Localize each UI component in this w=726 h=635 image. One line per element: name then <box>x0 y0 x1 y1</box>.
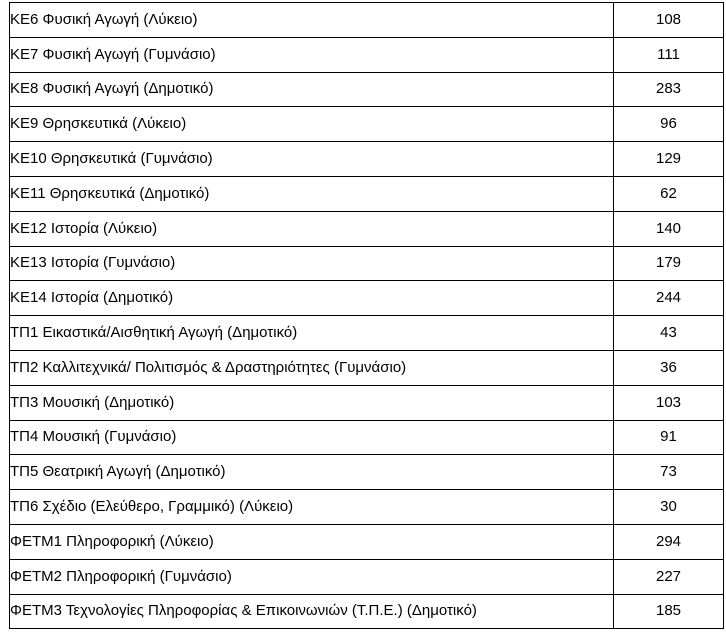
table-row <box>10 37 724 72</box>
course-name-cell: ΚΕ8 Φυσική Αγωγή (Δημοτικό) <box>10 72 614 107</box>
course-count-table <box>9 2 724 629</box>
course-name-cell: ΦΕΤΜ1 Πληροφορική (Λύκειο) <box>10 524 614 559</box>
course-value-cell: 30 <box>614 490 724 525</box>
table-row <box>10 455 724 490</box>
course-value-cell: 129 <box>614 142 724 177</box>
course-name-cell: ΚΕ11 Θρησκευτικά (Δημοτικό) <box>10 176 614 211</box>
table-body <box>10 3 724 629</box>
table-row <box>10 420 724 455</box>
table-row <box>10 559 724 594</box>
course-value-cell: 140 <box>614 211 724 246</box>
course-name-cell: ΤΠ3 Μουσική (Δημοτικό) <box>10 385 614 420</box>
table-row <box>10 3 724 38</box>
course-value-cell: 108 <box>614 3 724 38</box>
table-row <box>10 350 724 385</box>
table-row <box>10 594 724 629</box>
table-row <box>10 316 724 351</box>
table-row <box>10 176 724 211</box>
course-name-cell: ΤΠ5 Θεατρική Αγωγή (Δημοτικό) <box>10 455 614 490</box>
course-name-cell: ΚΕ6 Φυσική Αγωγή (Λύκειο) <box>10 3 614 38</box>
course-name-cell: ΤΠ2 Καλλιτεχνικά/ Πολιτισμός & Δραστηριότητες (Γυμνάσιο) <box>10 350 614 385</box>
table-row <box>10 281 724 316</box>
course-value-cell: 43 <box>614 316 724 351</box>
course-value-cell: 103 <box>614 385 724 420</box>
course-name-cell: ΤΠ4 Μουσική (Γυμνάσιο) <box>10 420 614 455</box>
course-value-cell: 111 <box>614 37 724 72</box>
course-value-cell: 227 <box>614 559 724 594</box>
course-value-cell: 283 <box>614 72 724 107</box>
course-name-cell: ΚΕ9 Θρησκευτικά (Λύκειο) <box>10 107 614 142</box>
course-name-cell: ΚΕ7 Φυσική Αγωγή (Γυμνάσιο) <box>10 37 614 72</box>
course-value-cell: 73 <box>614 455 724 490</box>
course-name-cell: ΚΕ14 Ιστορία (Δημοτικό) <box>10 281 614 316</box>
table-row <box>10 142 724 177</box>
table-row <box>10 72 724 107</box>
course-value-cell: 96 <box>614 107 724 142</box>
course-value-cell: 179 <box>614 246 724 281</box>
table-row <box>10 524 724 559</box>
course-name-cell: ΚΕ13 Ιστορία (Γυμνάσιο) <box>10 246 614 281</box>
course-name-cell: ΚΕ10 Θρησκευτικά (Γυμνάσιο) <box>10 142 614 177</box>
table-row <box>10 490 724 525</box>
course-name-cell: ΤΠ6 Σχέδιο (Ελεύθερο, Γραμμικό) (Λύκειο) <box>10 490 614 525</box>
course-value-cell: 244 <box>614 281 724 316</box>
course-value-cell: 36 <box>614 350 724 385</box>
course-value-cell: 62 <box>614 176 724 211</box>
table-row <box>10 246 724 281</box>
course-name-cell: ΦΕΤΜ3 Τεχνολογίες Πληροφορίας & Επικοινωνιών (Τ.Π.Ε.) (Δημοτικό) <box>10 594 614 629</box>
course-name-cell: ΦΕΤΜ2 Πληροφορική (Γυμνάσιο) <box>10 559 614 594</box>
course-value-cell: 294 <box>614 524 724 559</box>
table-row <box>10 211 724 246</box>
table-row <box>10 385 724 420</box>
course-name-cell: ΤΠ1 Εικαστικά/Αισθητική Αγωγή (Δημοτικό) <box>10 316 614 351</box>
course-value-cell: 185 <box>614 594 724 629</box>
course-name-cell: ΚΕ12 Ιστορία (Λύκειο) <box>10 211 614 246</box>
table-row <box>10 107 724 142</box>
course-value-cell: 91 <box>614 420 724 455</box>
